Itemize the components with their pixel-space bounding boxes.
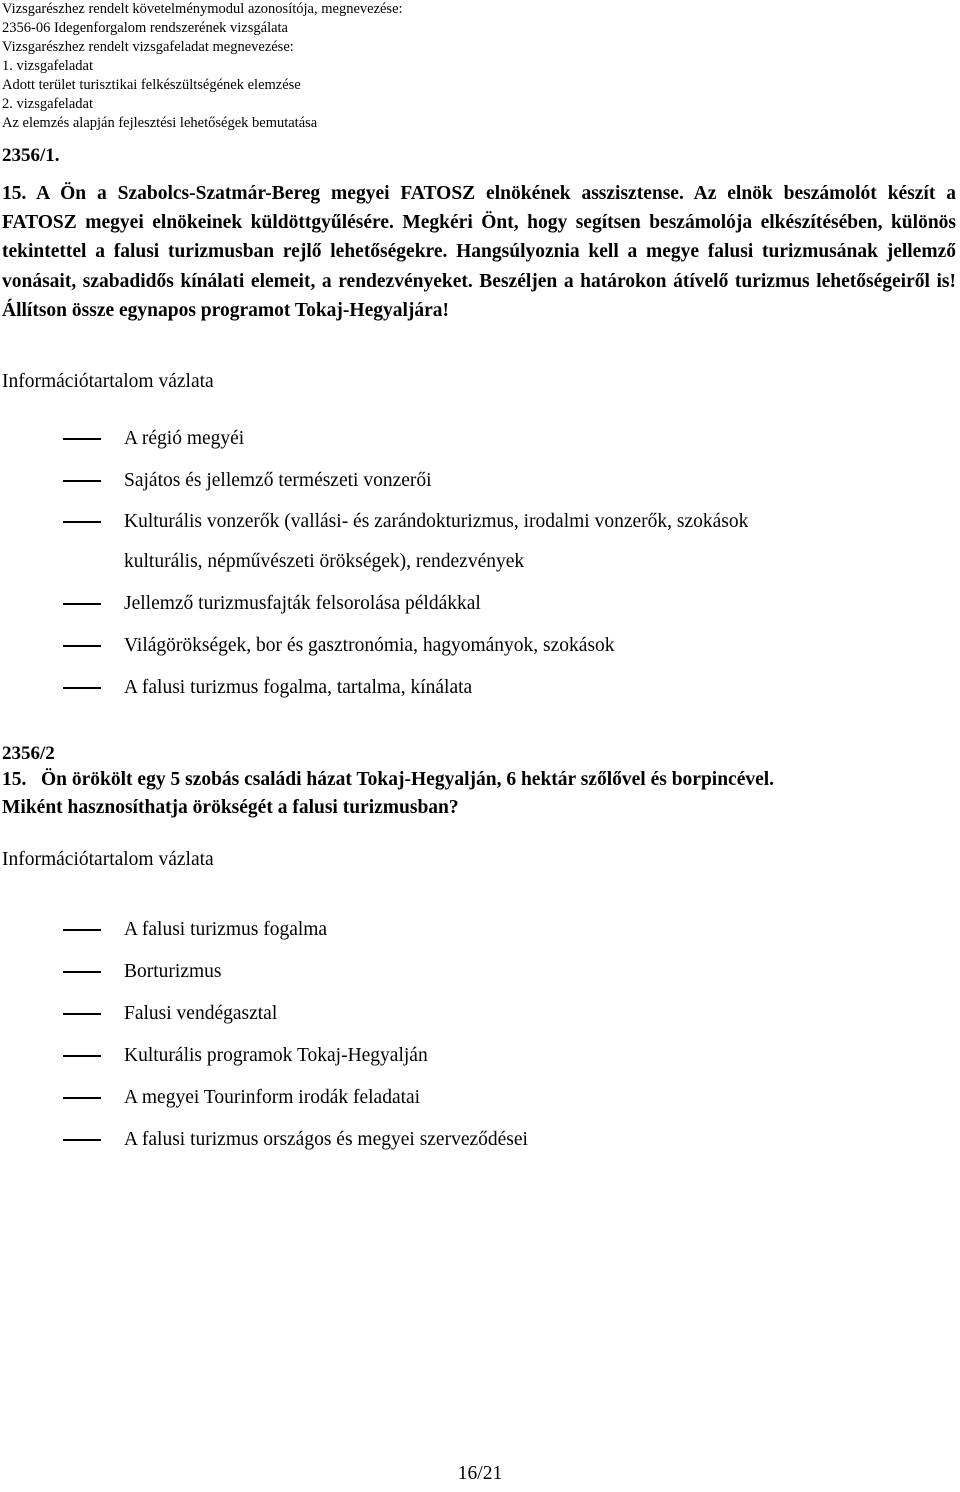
bullet-text: Sajátos és jellemző természeti vonzerői bbox=[124, 470, 432, 491]
dash-bullet-icon bbox=[63, 603, 101, 605]
bullet-text: A megyei Tourinform irodák feladatai bbox=[124, 1087, 421, 1108]
bullet-text: Világörökségek, bor és gasztronómia, hagyományok, szokások bbox=[124, 635, 615, 656]
header-line-module-label: Vizsgarészhez rendelt követelménymodul azonosítója, megnevezése: bbox=[2, 1, 403, 17]
list-item bbox=[0, 590, 950, 620]
dash-bullet-icon bbox=[63, 1013, 101, 1015]
task2-prompt-line1: 15. Ön örökölt egy 5 szobás családi házat Tokaj-Hegyalján, 6 hektár szőlővel és borpincével. bbox=[2, 769, 775, 790]
task2-prompt-line2: Miként hasznosíthatja örökségét a falusi turizmusban? bbox=[2, 797, 459, 818]
bullet-text: A falusi turizmus fogalma, tartalma, kínálata bbox=[124, 677, 473, 698]
dash-bullet-icon bbox=[63, 687, 101, 689]
dash-bullet-icon bbox=[63, 1097, 101, 1099]
bullet-text: A falusi turizmus országos és megyei szerveződései bbox=[124, 1129, 528, 1150]
task2-code: 2356/2 bbox=[2, 743, 55, 764]
bullet-text: A falusi turizmus fogalma bbox=[124, 919, 328, 940]
list-item bbox=[0, 1126, 950, 1156]
list-item bbox=[0, 674, 950, 704]
list-item bbox=[0, 916, 950, 946]
header-line-task1-name: Adott terület turisztikai felkészültségének elemzése bbox=[2, 77, 301, 93]
dash-bullet-icon bbox=[63, 929, 101, 931]
header-line-task2-number: 2. vizsgafeladat bbox=[2, 96, 93, 112]
list-item bbox=[0, 632, 950, 662]
bullet-text: Falusi vendégasztal bbox=[124, 1003, 278, 1024]
list-item bbox=[0, 508, 950, 538]
dash-bullet-icon bbox=[63, 1139, 101, 1141]
header-line-task-label: Vizsgarészhez rendelt vizsgafeladat megnevezése: bbox=[2, 39, 294, 55]
dash-bullet-icon bbox=[63, 438, 101, 440]
bullet-text: Kulturális vonzerők (vallási- és zarándokturizmus, irodalmi vonzerők, szokások bbox=[124, 511, 749, 532]
dash-bullet-icon bbox=[63, 480, 101, 482]
header-line-module-name: 2356-06 Idegenforgalom rendszerének vizsgálata bbox=[2, 20, 288, 36]
bullet-text: Kulturális programok Tokaj-Hegyalján bbox=[124, 1045, 428, 1066]
list-item bbox=[0, 467, 950, 497]
list-item bbox=[0, 1084, 950, 1114]
document-header bbox=[2, 0, 952, 133]
bullet-text: A régió megyéi bbox=[124, 428, 245, 449]
dash-bullet-icon bbox=[63, 521, 101, 523]
dash-bullet-icon bbox=[63, 1055, 101, 1057]
dash-bullet-icon bbox=[63, 971, 101, 973]
task2-prompt bbox=[2, 766, 956, 822]
page-number: 16/21 bbox=[457, 1463, 503, 1484]
bullet-text: Borturizmus bbox=[124, 961, 222, 982]
bullet-text: Jellemző turizmusfajták felsorolása példákkal bbox=[124, 593, 481, 614]
list-item bbox=[0, 958, 950, 988]
bullet-text: kulturális, népművészeti örökségek), rendezvények bbox=[124, 551, 525, 572]
list-item bbox=[0, 1000, 950, 1030]
header-line-task1-number: 1. vizsgafeladat bbox=[2, 58, 93, 74]
task1-code: 2356/1. bbox=[2, 145, 60, 166]
list-item-continuation bbox=[0, 548, 950, 578]
header-line-task2-name: Az elemzés alapján fejlesztési lehetőségek bemutatása bbox=[2, 115, 318, 131]
dash-bullet-icon bbox=[63, 645, 101, 647]
task1-outline-title: Információtartalom vázlata bbox=[2, 371, 214, 392]
task1-prompt: 15. A Ön a Szabolcs-Szatmár-Bereg megyei FATOSZ elnökének asszisztense. Az elnök beszámolót készít a FATOSZ megyei elnökeinek küldöttgyűlésére. Megkéri Önt, hogy segítsen beszámolója elkészítésében, különös tekintettel a falusi turizmusban rejlő lehetőségekre. Hangsúlyoznia kell a megye falusi turizmusának jellemző vonásait, szabadidős kínálati elemeit, a rendezvényeket. Beszéljen a határokon átívelő turizmus lehetőségeiről is! Állítson össze egynapos programot Tokaj-Hegyaljára! bbox=[2, 183, 956, 321]
task2-outline-title: Információtartalom vázlata bbox=[2, 849, 214, 870]
list-item bbox=[0, 1042, 950, 1072]
list-item bbox=[0, 425, 950, 455]
